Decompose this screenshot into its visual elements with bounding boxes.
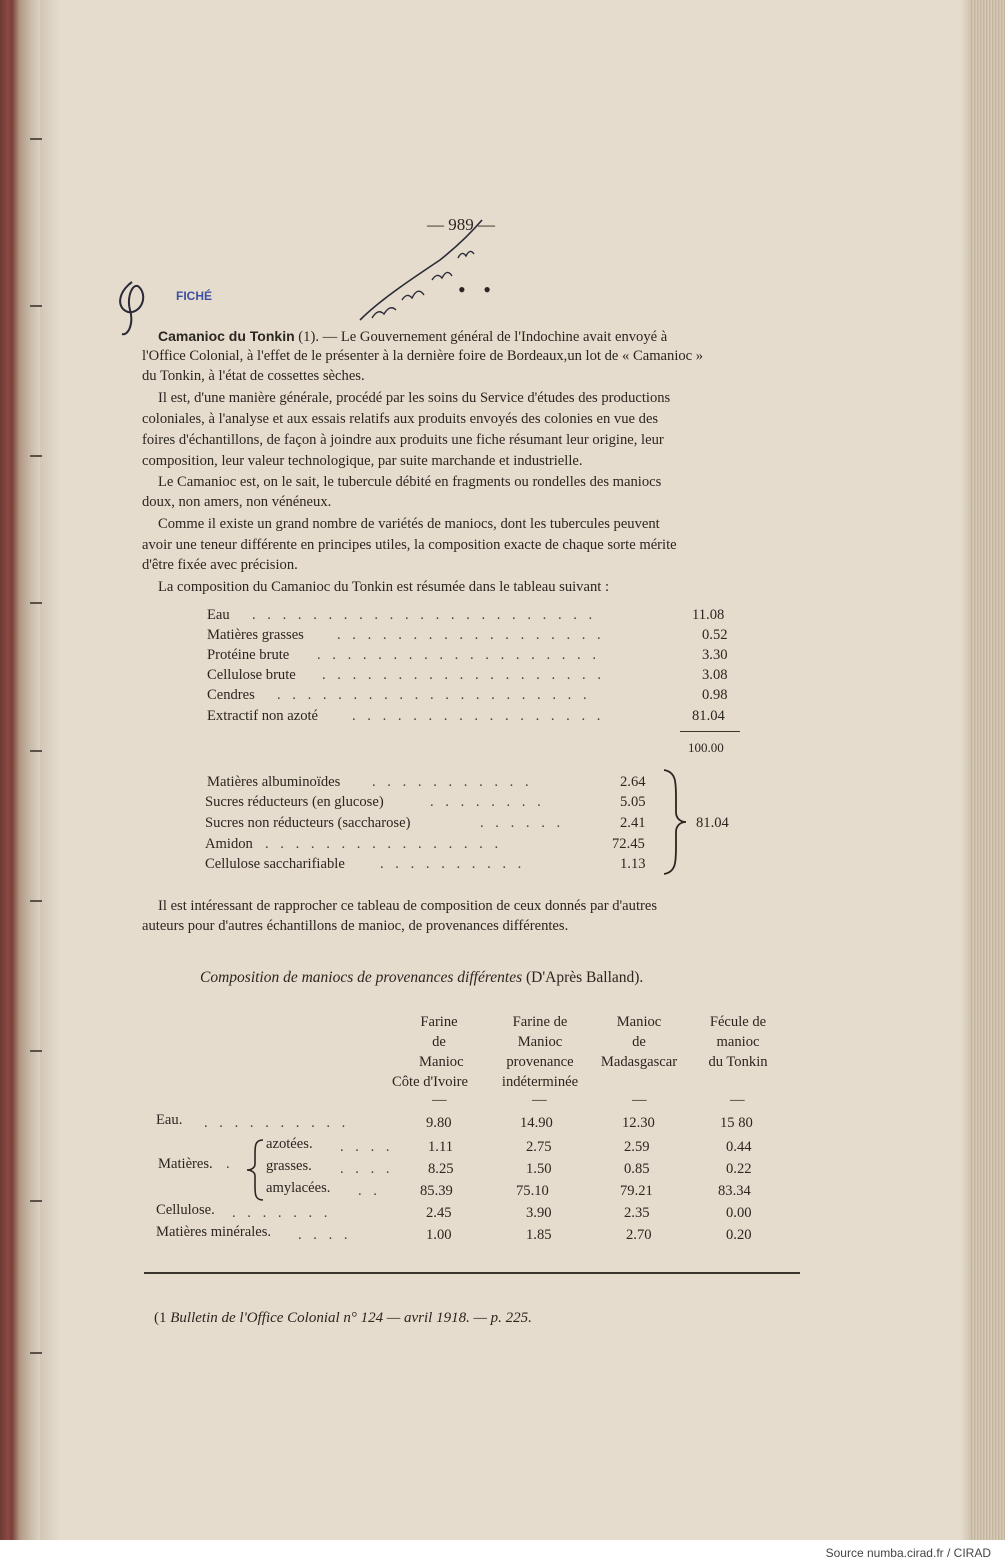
handwritten-annotation	[110, 200, 510, 340]
table2-label: Sucres non réducteurs (saccharose)	[205, 815, 411, 831]
page-shadow	[961, 0, 971, 1540]
leader-dots: . . . . . . .	[232, 1205, 332, 1221]
table3-cell: 0.22	[726, 1161, 752, 1177]
col-header-line: Farine de	[512, 1014, 568, 1030]
table3-caption	[200, 968, 643, 988]
margin-mark	[30, 138, 42, 140]
col-header-line: provenance	[506, 1054, 574, 1070]
col-header-line: Manioc	[616, 1014, 662, 1030]
col-header-line: Madasgascar	[600, 1054, 678, 1070]
paragraph-text: — Le Gouvernement général de l'Indochine avait envoyé à	[322, 329, 668, 345]
table2-value: 2.41	[620, 815, 646, 831]
table1-value: 3.08	[702, 667, 728, 683]
table1-value: 3.30	[702, 647, 728, 663]
table2-label: Cellulose saccharifiable	[205, 856, 345, 872]
margin-mark	[30, 900, 42, 902]
table2-label: Matières albuminoïdes	[207, 774, 341, 790]
table1-value: 0.52	[702, 627, 728, 643]
leader-dots: . .	[358, 1183, 381, 1199]
col-dash: —	[632, 1092, 647, 1108]
leader-dots: . . . .	[340, 1139, 394, 1155]
leader-dots: . . . .	[298, 1227, 352, 1243]
table3-cell: 0.00	[726, 1205, 752, 1221]
page-gutter	[40, 0, 60, 1540]
table3-row-label: grasses.	[266, 1158, 312, 1174]
table2-value: 2.64	[620, 774, 646, 790]
table3-cell: 9.80	[426, 1115, 452, 1131]
table1-label: Eau	[207, 607, 230, 623]
margin-mark	[30, 1050, 42, 1052]
table3-cell: 14.90	[520, 1115, 553, 1131]
table3-cell: 1.11	[428, 1139, 453, 1155]
leader-dots: . . . . . . . . . . . . . . . . . . .	[317, 647, 600, 663]
footnote	[154, 1308, 532, 1328]
table3-row-label: azotées.	[266, 1136, 313, 1152]
margin-mark	[30, 1200, 42, 1202]
leader-dots: . . . . . . . . . . . . . . . . . . . . .	[277, 687, 591, 703]
paragraph-line: du Tonkin, à l'état de cossettes sèches.	[142, 368, 365, 384]
footnote-text: Bulletin de l'Office Colonial n° 124 — avril 1918. — p. 225.	[170, 1310, 532, 1326]
paragraph-line: foires d'échantillons, de façon à joindre aux produits une fiche résumant leur origine, leur	[142, 432, 664, 448]
table2-value: 1.13	[620, 856, 646, 872]
col-header-line: manioc	[716, 1034, 760, 1050]
table2-brace-total: 81.04	[696, 815, 729, 831]
table2-label: Sucres réducteurs (en glucose)	[205, 794, 384, 810]
page-number: — 989 —	[427, 215, 495, 234]
leader-dots: . . . . . . . . . .	[380, 856, 526, 872]
table3-cell: 2.35	[624, 1205, 650, 1221]
table3-cell: 0.44	[726, 1139, 752, 1155]
paragraph-line: composition, leur valeur technologique, par suite marchande et industrielle.	[142, 453, 583, 469]
paragraph-line: Comme il existe un grand nombre de variétés de maniocs, dont les tubercules peuvent	[158, 516, 660, 532]
col-header-line: Fécule de	[709, 1014, 767, 1030]
table3-cell: 15 80	[720, 1115, 753, 1131]
note-reference: (1).	[298, 329, 319, 345]
caption-plain: (D'Après Balland).	[526, 969, 644, 986]
col-header-line: de	[632, 1034, 646, 1050]
table3-cell: 1.85	[526, 1227, 552, 1243]
table3-row-label: Eau.	[156, 1112, 183, 1128]
col-header-line: de	[432, 1034, 446, 1050]
table3-row-label: Matières minérales.	[156, 1224, 272, 1240]
table3-cell: 85.39	[420, 1183, 453, 1199]
table1-value: 81.04	[692, 708, 725, 724]
col-header-line: Côte d'Ivoire	[392, 1074, 468, 1090]
table1-label: Matières grasses	[207, 627, 304, 643]
margin-mark	[30, 1352, 42, 1354]
paragraph-line: d'être fixée avec précision.	[142, 557, 298, 573]
table3-row-label: Cellulose.	[156, 1202, 215, 1218]
paragraph-line: avoir une teneur différente en principes utiles, la composition exacte de chaque sorte mérite	[142, 537, 677, 553]
paragraph-line: auteurs pour d'autres échantillons de manioc, de provenances différentes.	[142, 918, 569, 934]
col-dash: —	[532, 1092, 547, 1108]
table3-cell: 2.59	[624, 1139, 650, 1155]
left-brace	[245, 1138, 265, 1202]
paragraph-line: La composition du Camanioc du Tonkin est résumée dans le tableau suivant :	[158, 579, 610, 595]
table2-value: 72.45	[612, 836, 645, 852]
table1-label: Protéine brute	[207, 647, 290, 663]
col-header-line: indéterminée	[501, 1074, 579, 1090]
table1-value: 11.08	[692, 607, 725, 623]
table1-label: Extractif non azoté	[207, 708, 319, 724]
leader-dots: . . . . . .	[480, 815, 565, 831]
table1-total: 100.00	[688, 740, 724, 755]
leader-dots: . . . . . . . . . . . . . . . . . .	[337, 627, 605, 643]
section-heading: Camanioc du Tonkin	[158, 328, 295, 344]
margin-mark	[30, 305, 42, 307]
table2-value: 5.05	[620, 794, 646, 810]
sum-rule	[680, 731, 740, 732]
page-edges	[971, 0, 1005, 1540]
table2-label: Amidon	[205, 836, 253, 852]
leader-dots: . . . . . . . . . . .	[372, 774, 533, 790]
leader-dots: . . . .	[340, 1161, 394, 1177]
leader-dots: . . . . . . . .	[430, 794, 545, 810]
table3-cell: 2.75	[526, 1139, 552, 1155]
table3-cell: 0.85	[624, 1161, 650, 1177]
table3-cell: 2.45	[426, 1205, 452, 1221]
col-header-line: Manioc	[419, 1054, 464, 1070]
paragraph-line: Le Camanioc est, on le sait, le tubercule débité en fragments ou rondelles des maniocs	[158, 474, 662, 490]
margin-mark	[30, 750, 42, 752]
table3-row-label: amylacées.	[266, 1180, 331, 1196]
table3-cell: 83.34	[718, 1183, 751, 1199]
leader-dots: . . . . . . . . . .	[204, 1115, 350, 1131]
table3-group-label: Matières.	[158, 1156, 213, 1172]
fiche-stamp: FICHÉ	[176, 289, 212, 303]
leader-dots: . . . . . . . . . . . . . . . . .	[352, 708, 605, 724]
table3-cell: 12.30	[622, 1115, 655, 1131]
footnote-separator	[144, 1272, 800, 1274]
col-header-line: Farine	[420, 1014, 458, 1030]
ornament-dots: • •	[458, 277, 497, 302]
paragraph-line: doux, non amers, non vénéneux.	[142, 494, 332, 510]
table3-cell: 3.90	[526, 1205, 552, 1221]
table3-cell: 1.50	[526, 1161, 552, 1177]
table1-label: Cendres	[207, 687, 255, 703]
col-dash: —	[730, 1092, 745, 1108]
table3-cell: 2.70	[626, 1227, 652, 1243]
table1-label: Cellulose brute	[207, 667, 296, 683]
paragraph-line: Il est, d'une manière générale, procédé par les soins du Service d'études des productions	[158, 390, 671, 406]
table3-cell: 1.00	[426, 1227, 452, 1243]
leader-dots: . . . . . . . . . . . . . . . .	[265, 836, 503, 852]
table1-value: 0.98	[702, 687, 728, 703]
leader-dots: . . . . . . . . . . . . . . . . . . .	[322, 667, 605, 683]
paragraph-line: l'Office Colonial, à l'effet de le présenter à la dernière foire de Bordeaux,un lot de « Camanioc »	[142, 348, 704, 364]
col-dash: —	[432, 1092, 447, 1108]
paragraph-1-line-1	[158, 326, 667, 347]
paragraph-line: Il est intéressant de rapprocher ce tableau de composition de ceux donnés par d'autres	[158, 898, 658, 914]
table3-cell: 0.20	[726, 1227, 752, 1243]
col-header-line: Manioc	[517, 1034, 563, 1050]
table3-cell: 8.25	[428, 1161, 454, 1177]
margin-mark	[30, 602, 42, 604]
margin-mark	[30, 455, 42, 457]
right-brace	[660, 768, 690, 876]
table3-cell: 75.10	[516, 1183, 549, 1199]
book-binding	[0, 0, 40, 1540]
leader-dots: .	[226, 1156, 234, 1172]
col-header-line: du Tonkin	[708, 1054, 768, 1070]
paragraph-line: coloniales, à l'analyse et aux essais relatifs aux produits envoyés des colonies en vue des	[142, 411, 659, 427]
table3-cell: 79.21	[620, 1183, 653, 1199]
source-credit: Source numba.cirad.fr / CIRAD	[825, 1546, 991, 1560]
footnote-marker: (1	[154, 1310, 167, 1326]
leader-dots: . . . . . . . . . . . . . . . . . . . . . . .	[252, 607, 597, 623]
caption-italic: Composition de maniocs de provenances différentes	[200, 969, 523, 986]
